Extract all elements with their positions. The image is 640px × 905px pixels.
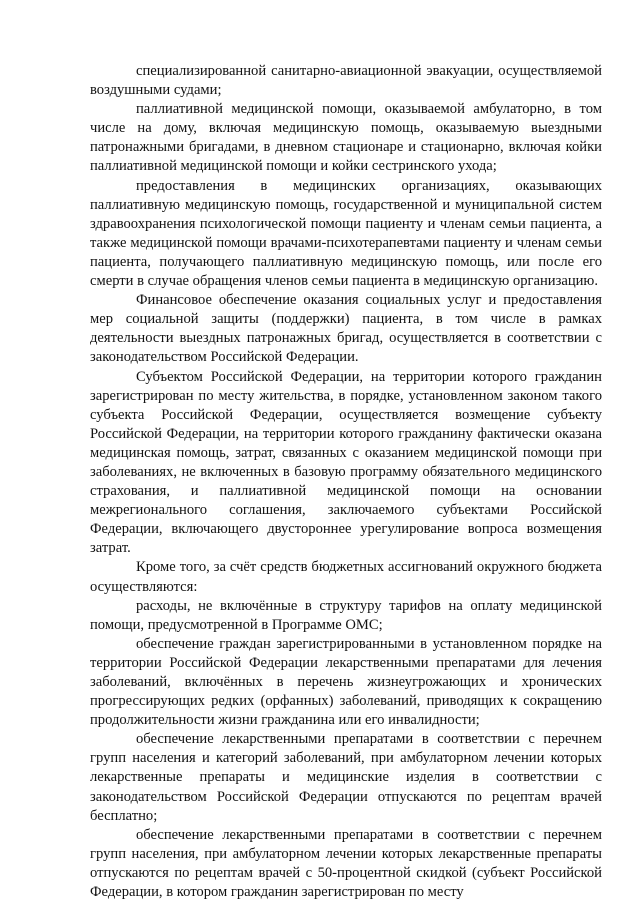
paragraph-discount-prescription-drugs: обеспечение лекарственными препаратами в соответствии с перечнем групп населения, при амбулаторном лечении которых лекарственные препараты отпускаются по рецептам врачей с 50-процентной скидкой (субъект Российской Федерации, в котором гражданин зарегистрирован по месту: [90, 826, 602, 901]
paragraph-psychological-help: предоставления в медицинских организациях, оказывающих паллиативную медицинскую помощь, государственной и муниципальной систем здравоохранения психологической помощи пациенту и членам семьи пациента, а также медицинской помощи врачами-психотерапевтами пациенту и членам семьи пациента, получающего паллиативную медицинскую помощь, или после его смерти в случае обращения членов семьи пациента в медицинскую организацию.: [90, 177, 602, 290]
paragraph-sanitary-aviation-evacuation: специализированной санитарно-авиационной эвакуации, осуществляемой воздушными судами;: [90, 63, 602, 99]
paragraph-free-prescription-drugs: обеспечение лекарственными препаратами в соответствии с перечнем групп населения и категорий заболеваний, при амбулаторном лечении которых лекарственные препараты и медицинские изделия в соответствии с законодательством Российской Федерации отпускаются по рецептам врачей бесплатно;: [90, 731, 602, 824]
document-page: [90, 62, 602, 902]
paragraph-interregional-reimbursement: Субъектом Российской Федерации, на территории которого гражданин зарегистрирован по месту жительства, в порядке, установленном законом такого субъекта Российской Федерации, осуществляется возмещение субъекту Российской Федерации, на территории которого гражданину фактически оказана медицинская помощь, затрат, связанных с оказанием медицинской помощи при заболеваниях, не включенных в базовую программу обязательного медицинского страхования, и паллиативной медицинской помощи на основании межрегионального соглашения, заключаемого субъектами Российской Федерации, включающего двустороннее урегулирование вопроса возмещения затрат.: [90, 368, 602, 557]
paragraph-social-services-financing: Финансовое обеспечение оказания социальных услуг и предоставления мер социальной защиты (поддержки) пациента, в том числе в рамках деятельности выездных патронажных бригад, осуществляется в соответствии с законодательством Российской Федерации.: [90, 292, 602, 366]
paragraph-orphan-diseases-drugs: обеспечение граждан зарегистрированными в установленном порядке на территории Российской Федерации лекарственными препаратами для лечения заболеваний, включённых в перечень жизнеугрожающих и хронических прогрессирующих редких (орфанных) заболеваний, приводящих к сокращению продолжительности жизни гражданина или его инвалидности;: [90, 635, 602, 729]
paragraph-non-tariff-expenses: расходы, не включённые в структуру тарифов на оплату медицинской помощи, предусмотренной в Программе ОМС;: [90, 597, 602, 633]
paragraph-palliative-outpatient-care: паллиативной медицинской помощи, оказываемой амбулаторно, в том числе на дому, включая медицинскую помощь, оказываемую выездными патронажными бригадами, в дневном стационаре и стационарно, включая койки паллиативной медицинской помощи и койки сестринского ухода;: [90, 101, 602, 175]
paragraph-budget-intro: Кроме того, за счёт средств бюджетных ассигнований окружного бюджета осуществляются:: [90, 559, 602, 595]
